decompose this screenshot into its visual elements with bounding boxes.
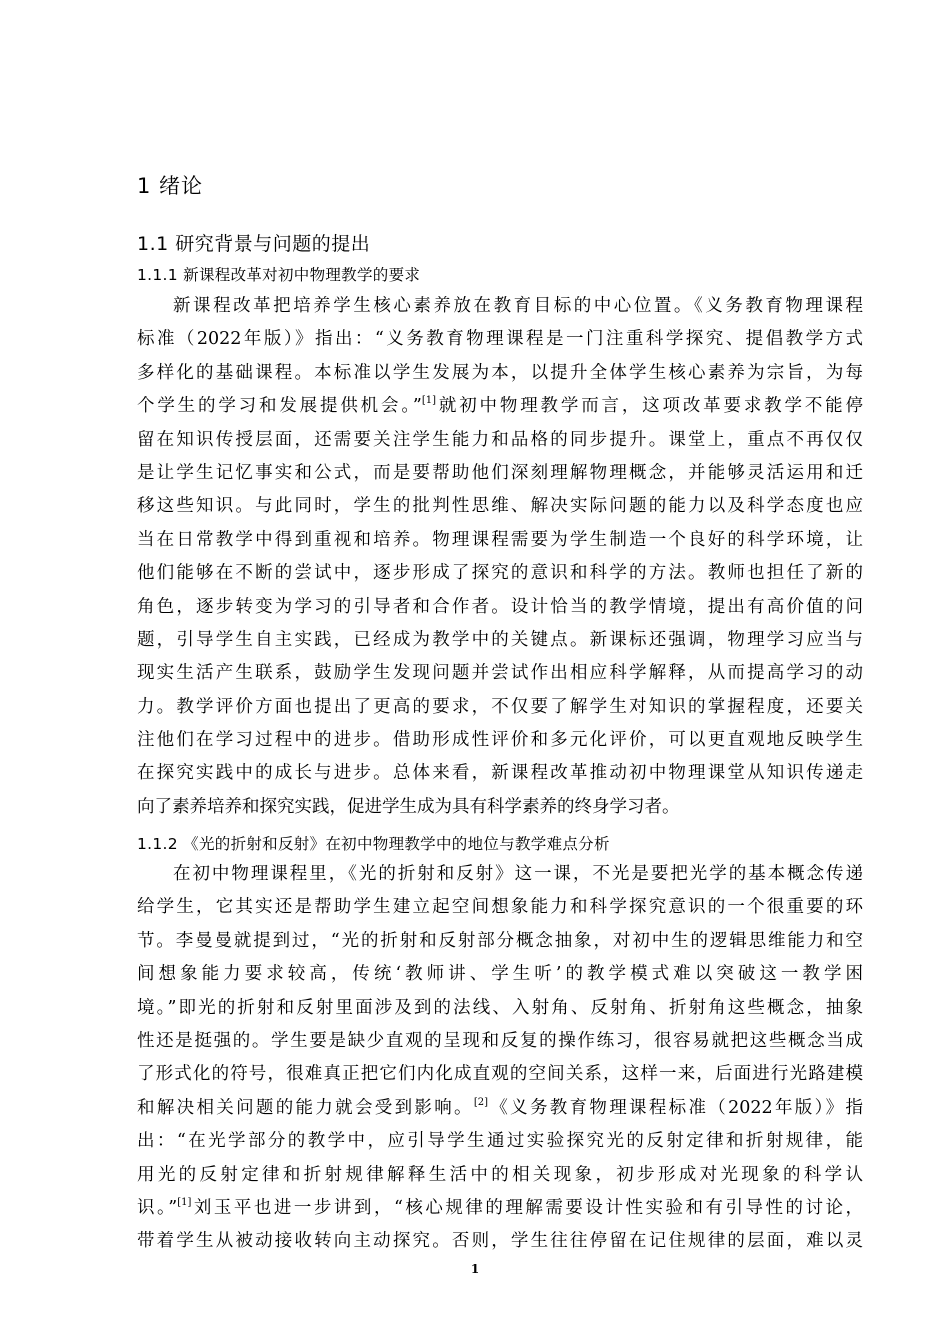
text-line: 现实生活产生联系，鼓励学生发现问题并尝试作出相应科学解释，从而提高学习的动 bbox=[137, 663, 863, 684]
text-line: 性还是挺强的。学生要是缺少直观的呈现和反复的操作练习，很容易就把这些概念当成 bbox=[137, 1030, 863, 1051]
text-line: 了形式化的符号，很难真正把它们内化成直观的空间关系，这样一来，后面进行光路建模 bbox=[137, 1064, 863, 1085]
text-line: 是让学生记忆事实和公式，而是要帮助他们深刻理解物理概念，并能够灵活运用和迁 bbox=[137, 462, 863, 483]
chapter-title: 1 绪论 bbox=[137, 174, 204, 198]
section-title: 1.1 研究背景与问题的提出 bbox=[137, 233, 371, 255]
text-line: 境。”即光的折射和反射里面涉及到的法线、入射角、反射角、折射角这些概念，抽象 bbox=[137, 997, 863, 1018]
text-line: 用光的反射定律和折射规律解释生活中的相关现象，初步形成对光现象的科学认 bbox=[137, 1164, 863, 1185]
subsection-title-1-1-1: 1.1.1 新课程改革对初中物理教学的要求 bbox=[137, 266, 421, 284]
paragraph-1-1-1 bbox=[137, 290, 863, 824]
text-line: 在探究实践中的成长与进步。总体来看，新课程改革推动初中物理课堂从知识传递走 bbox=[137, 763, 863, 784]
text-line: 间想象能力要求较高，传统‘教师讲、学生听’的教学模式难以突破这一教学困 bbox=[137, 964, 863, 985]
text-line: 移这些知识。与此同时，学生的批判性思维、解决实际问题的能力以及科学态度也应 bbox=[137, 496, 863, 517]
text-line: 力。教学评价方面也提出了更高的要求，不仅要了解学生对知识的掌握程度，还要关 bbox=[137, 696, 863, 717]
page-number: 1 bbox=[470, 1262, 480, 1276]
text-line: 新课程改革把培养学生核心素养放在教育目标的中心位置。《义务教育物理课程 bbox=[173, 296, 863, 316]
text-line: 注他们在学习过程中的进步。借助形成性评价和多元化评价，可以更直观地反映学生 bbox=[137, 730, 863, 751]
text-line: 他们能够在不断的尝试中，逐步形成了探究的意识和科学的方法。教师也担任了新的 bbox=[137, 563, 863, 584]
citation-ref: [1] bbox=[177, 1196, 192, 1208]
text-line: 识。”[1]刘玉平也进一步讲到，“核心规律的理解需要设计性实验和有引导性的讨论， bbox=[137, 1196, 863, 1218]
text-line: 在初中物理课程里，《光的折射和反射》这一课，不光是要把光学的基本概念传递 bbox=[173, 864, 863, 884]
text-line: 带着学生从被动接收转向主动探究。否则，学生往往停留在记住规律的层面，难以灵 bbox=[137, 1231, 863, 1252]
text-line: 当在日常教学中得到重视和培养。物理课程需要为学生制造一个良好的科学环境，让 bbox=[137, 529, 863, 550]
text-line: 标准（2022年版）》指出：“义务教育物理课程是一门注重科学探究、提倡教学方式 bbox=[137, 329, 863, 350]
text-line: 节。李曼曼就提到过，“光的折射和反射部分概念抽象，对初中生的逻辑思维能力和空 bbox=[137, 930, 863, 951]
subsection-title-1-1-2: 1.1.2 《光的折射和反射》在初中物理教学中的地位与教学难点分析 bbox=[137, 835, 610, 853]
text-line: 多样化的基础课程。本标准以学生发展为本，以提升全体学生核心素养为宗旨，为每 bbox=[137, 362, 863, 383]
text-line: 题，引导学生自主实践，已经成为教学中的关键点。新课标还强调，物理学习应当与 bbox=[137, 629, 863, 650]
text-line: 角色，逐步转变为学习的引导者和合作者。设计恰当的教学情境，提出有高价值的问 bbox=[137, 596, 863, 617]
text-line: 出：“在光学部分的教学中，应引导学生通过实验探究光的反射定律和折射规律，能 bbox=[137, 1131, 863, 1152]
paragraph-1-1-2 bbox=[137, 858, 863, 1259]
text-line: 留在知识传授层面，还需要关注学生能力和品格的同步提升。课堂上，重点不再仅仅 bbox=[137, 429, 863, 450]
citation-ref: [1] bbox=[421, 395, 437, 407]
text-line: 给学生，它其实还是帮助学生建立起空间想象能力和科学探究意识的一个很重要的环 bbox=[137, 897, 863, 918]
citation-ref: [2] bbox=[473, 1096, 489, 1108]
text-line: 向了素养培养和探究实践，促进学生成为具有科学素养的终身学习者。 bbox=[137, 796, 680, 817]
text-line: 个学生的学习和发展提供机会。”[1]就初中物理教学而言，这项改革要求教学不能停 bbox=[137, 395, 863, 417]
text-line: 和解决相关问题的能力就会受到影响。[2]《义务教育物理课程标准（2022年版）》指 bbox=[137, 1096, 863, 1118]
